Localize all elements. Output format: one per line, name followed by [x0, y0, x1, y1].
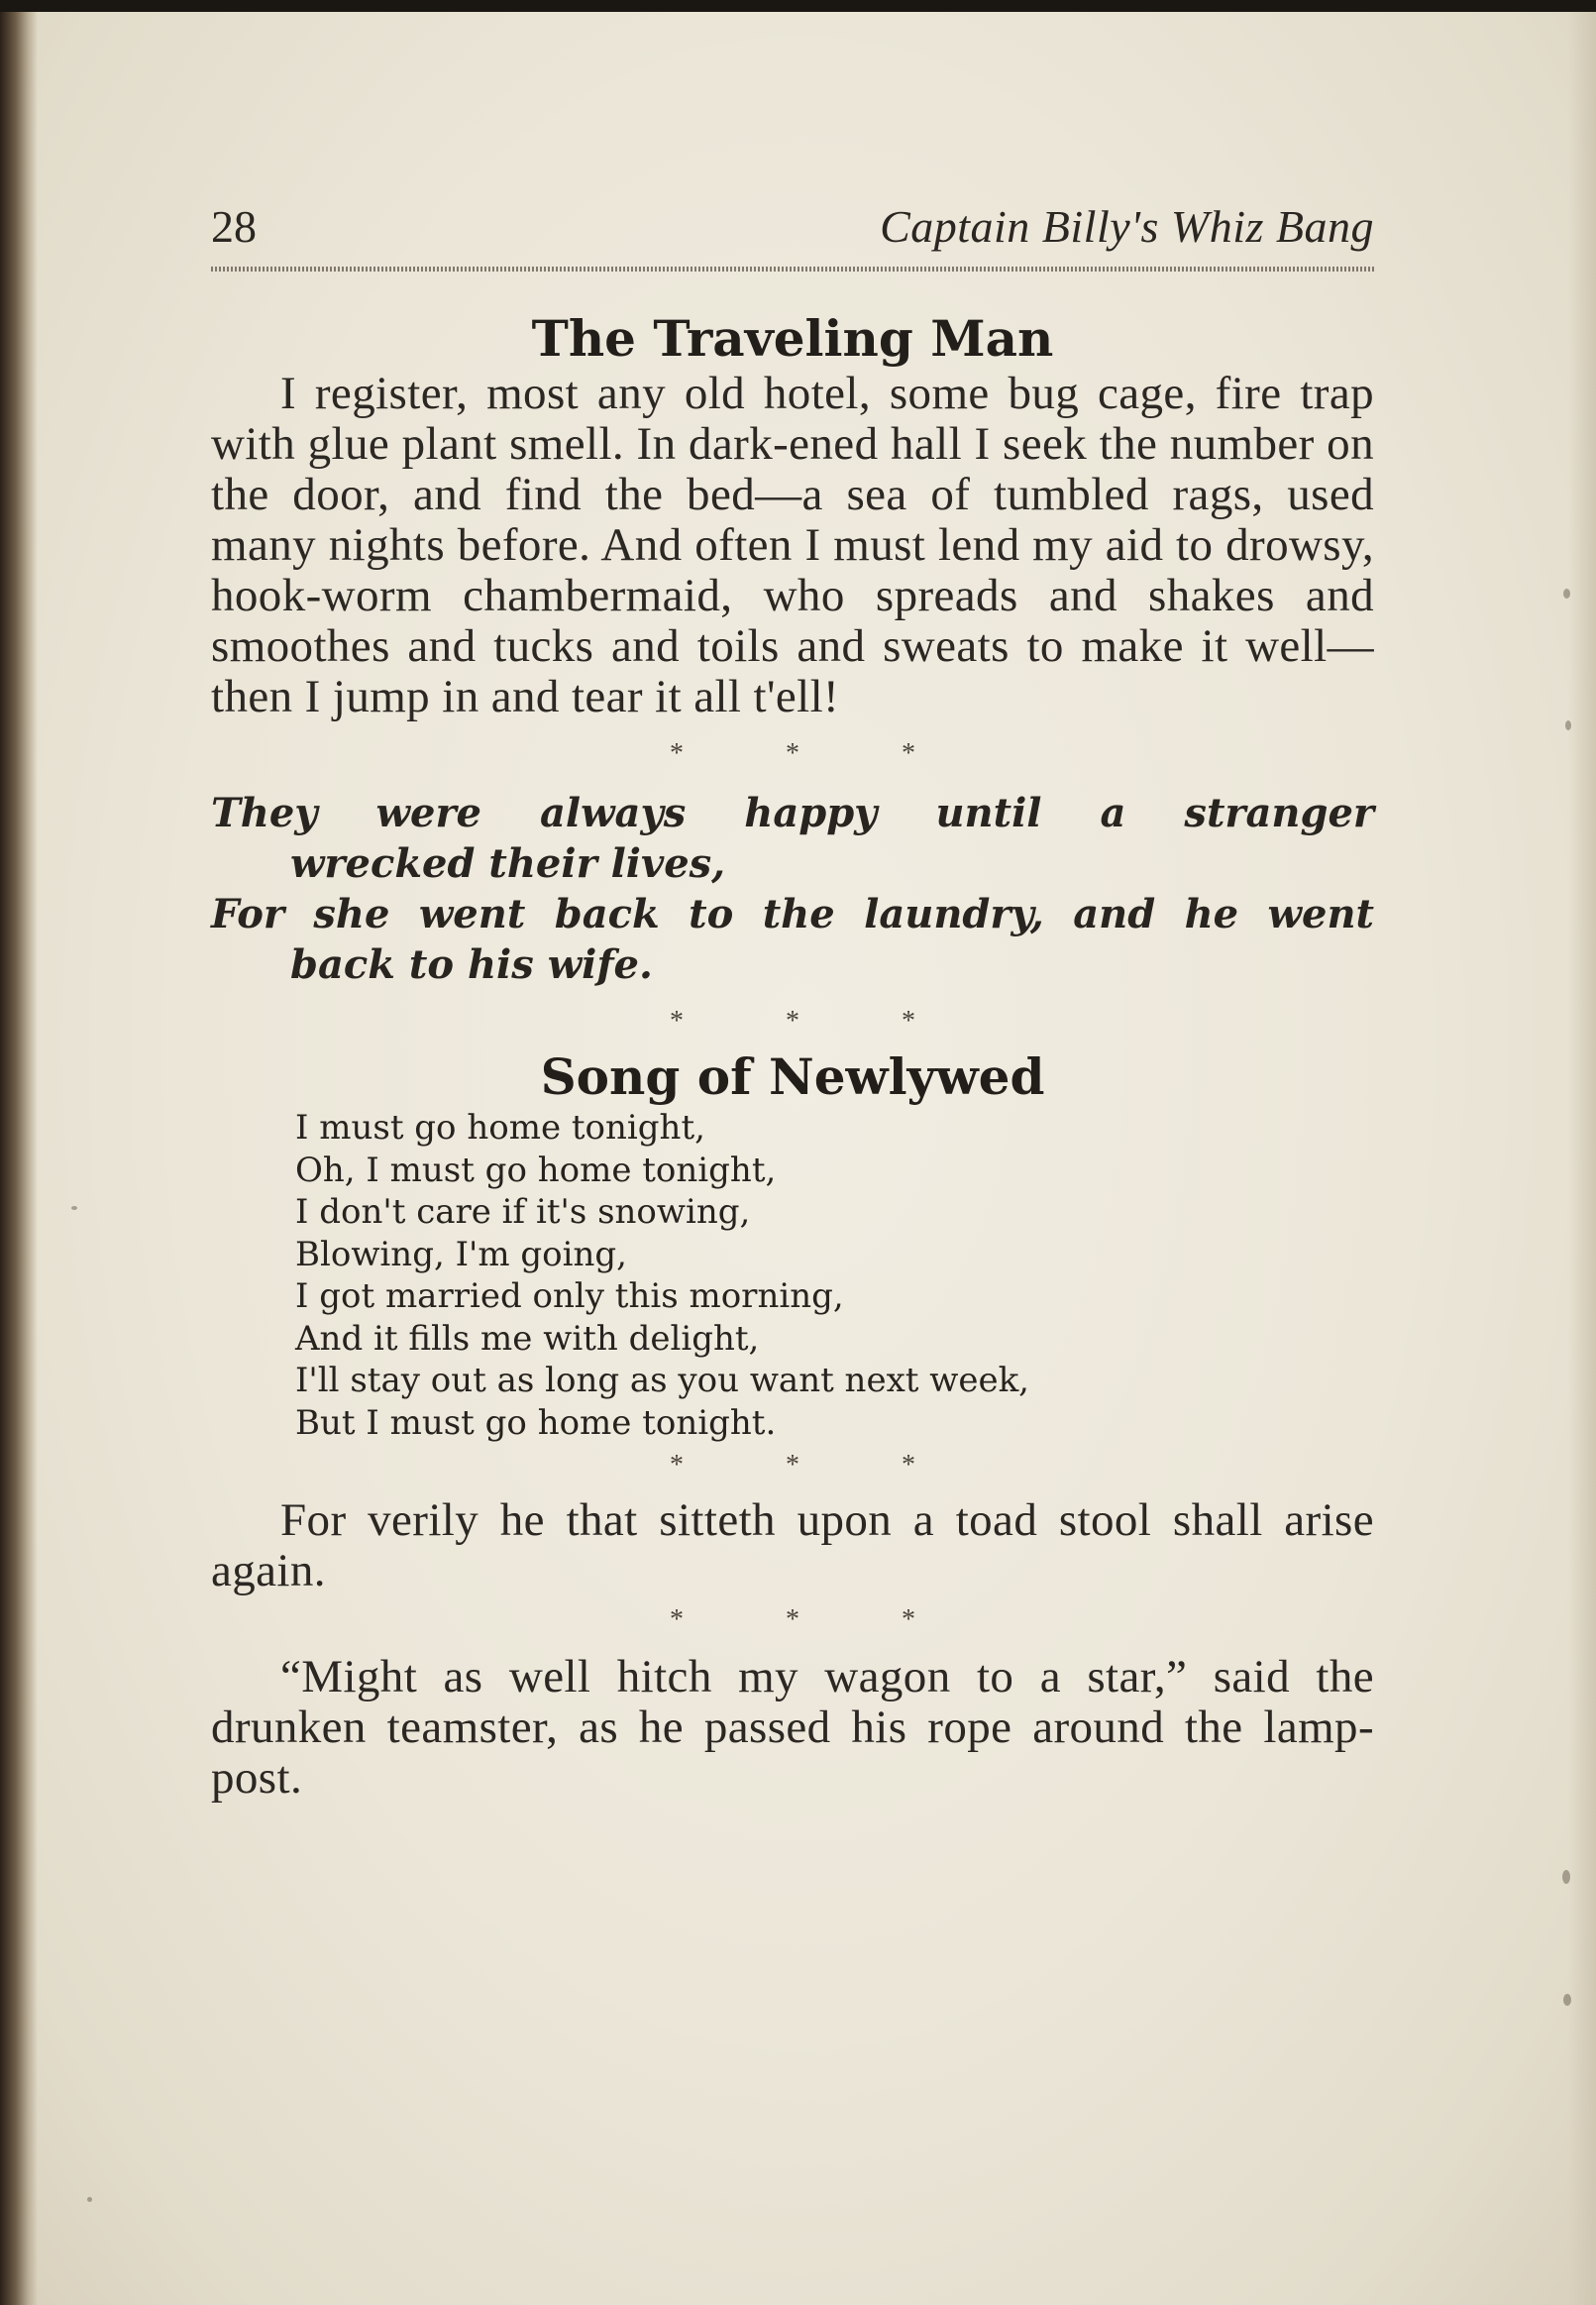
song-line: But I must go home tonight.: [295, 1402, 777, 1443]
section-title-traveling-man: The Traveling Man: [531, 309, 1054, 368]
running-title: Captain Billy's Whiz Bang: [880, 201, 1374, 252]
song-line: And it fills me with delight,: [295, 1318, 760, 1359]
book-page: [0, 12, 1596, 2305]
song-line: I got married only this morning,: [295, 1276, 844, 1316]
spacer: [211, 774, 1374, 788]
separator-stars: * * *: [670, 738, 963, 769]
spacer: [211, 990, 1374, 1002]
spacer: [211, 722, 1374, 734]
page-header: [211, 200, 1374, 260]
newlywed-song: [211, 1107, 1374, 1444]
happy-verse: [211, 788, 1374, 990]
header-rule: [211, 267, 1374, 272]
song-line: I must go home tonight,: [295, 1108, 705, 1148]
song-line: I don't care if it's snowing,: [295, 1192, 751, 1232]
song-line: I'll stay out as long as you want next week,: [295, 1361, 1029, 1400]
separator-stars: * * *: [670, 1450, 963, 1481]
verse-line: They were always happy until a stranger: [211, 790, 1374, 836]
verse-line: back to his wife.: [290, 941, 653, 988]
paper-speck: [1563, 589, 1570, 599]
paper-speck: [71, 1206, 77, 1210]
page-spine-shadow: [0, 12, 38, 2305]
section-title-newlywed: Song of Newlywed: [540, 1047, 1045, 1106]
paper-speck: [1562, 1870, 1570, 1884]
paper-speck: [1563, 1994, 1571, 2006]
page-content: [211, 309, 1374, 1804]
separator-stars: * * *: [670, 1006, 963, 1037]
wagon-text: “Might as well hitch my wagon to a star,” said the drunken teamster, as he passed his rope around the lamp-post.: [211, 1651, 1374, 1804]
page-number: 28: [211, 201, 257, 252]
verse-line: wrecked their lives,: [290, 840, 726, 887]
verse-line: For she went back to the laundry, and he went: [211, 891, 1374, 937]
paper-speck: [87, 2197, 92, 2202]
traveling-man-text: I register, most any old hotel, some bug cage, fire trap with glue plant smell. In dark-ened hall I seek the number on the door, and find the bed—a sea of tumbled rags, used many nights before. And often I must lend my aid to drowsy, hook-worm chambermaid, who spreads and shakes and smoothes and tucks and toils and sweats to make it well—then I jump in and tear it all t'ell!: [211, 368, 1374, 722]
separator-stars: * * *: [670, 1604, 963, 1635]
paper-speck: [1565, 720, 1571, 730]
song-line: Oh, I must go home tonight,: [295, 1150, 777, 1190]
page-edge-shadow: [1568, 12, 1596, 2305]
song-line: Blowing, I'm going,: [295, 1234, 627, 1274]
toad-stool-text: For verily he that sitteth upon a toad stool shall arise again.: [211, 1494, 1374, 1596]
